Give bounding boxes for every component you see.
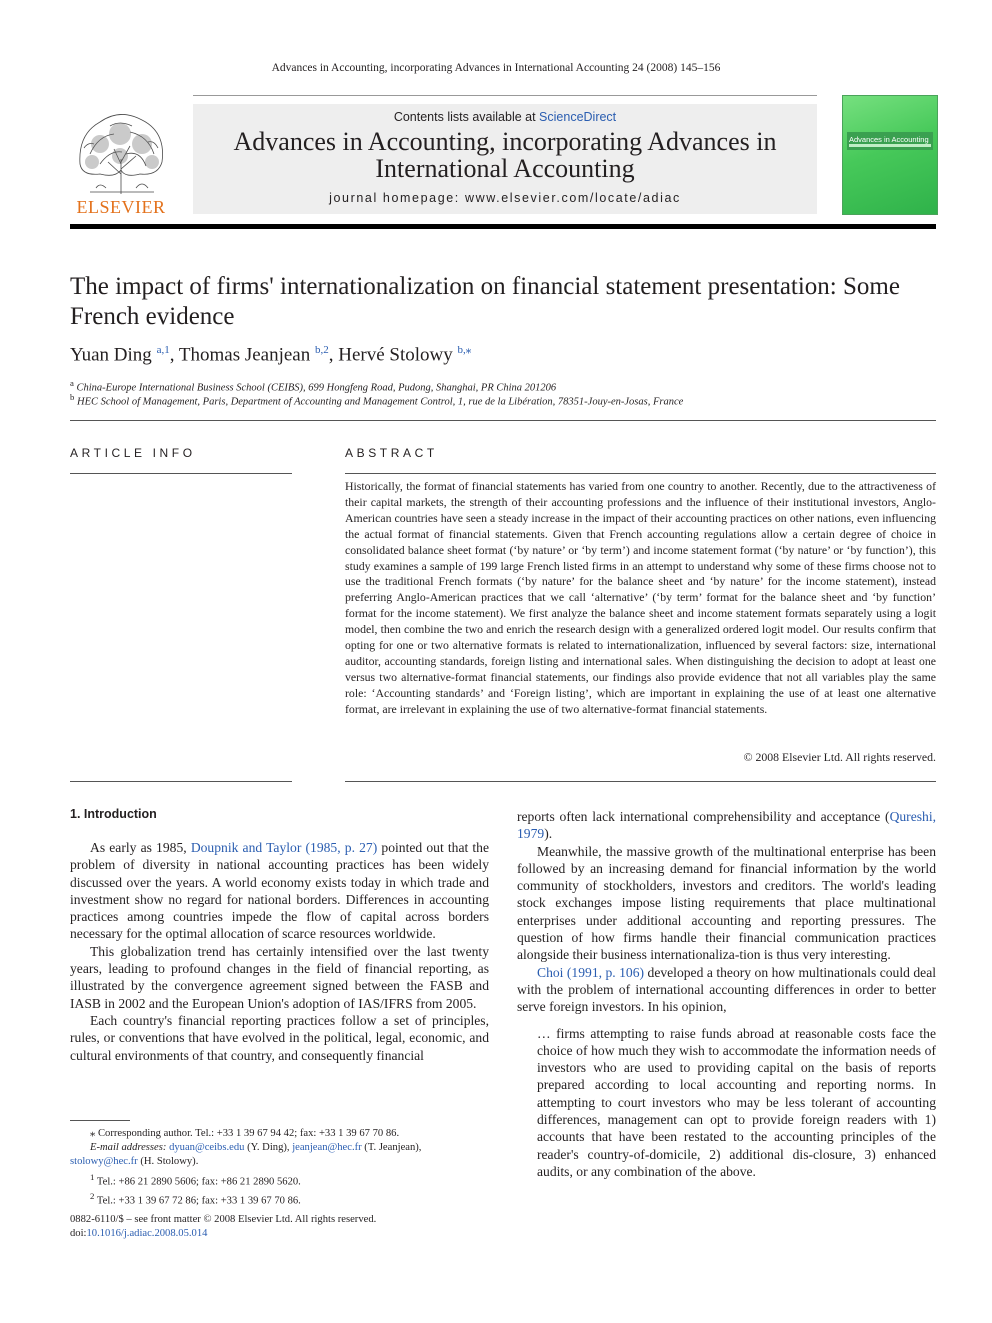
article-info-label: ARTICLE INFO xyxy=(70,446,196,460)
footnote-emails-cont xyxy=(70,1155,489,1169)
email-link[interactable]: stolowy@hec.fr xyxy=(70,1156,138,1168)
masthead-thick-rule xyxy=(70,224,936,229)
email-owner: (Y. Ding), xyxy=(244,1142,293,1154)
paragraph-text: pointed out that the problem of diversity in national accounting practices has been widely discussed over the years. A world economy exists today in which trade and investment show no regard for national borders. Differences in accounting practices among countries impede the flow of capital across borders necessary for the optimal allocation of scarce resources worldwide. xyxy=(70,840,490,942)
running-head: Advances in Accounting, incorporating Advances in International Accounting 24 (2008) 145–156 xyxy=(271,62,721,74)
issn-line: 0882-6110/$ – see front matter © 2008 Elsevier Ltd. All rights reserved. xyxy=(70,1214,377,1225)
body-column-left xyxy=(70,839,489,1064)
footnote-text: Corresponding author. Tel.: +33 1 39 67 94 42; fax: +33 1 39 67 70 86. xyxy=(97,1128,400,1139)
body-column-right xyxy=(517,808,936,1180)
author-name: Hervé Stolowy xyxy=(338,344,453,366)
email-link[interactable]: jeanjean@hec.fr xyxy=(292,1142,362,1154)
email-owner: (H. Stolowy). xyxy=(137,1156,199,1168)
block-quote: … firms attempting to raise funds abroad at reasonable costs face the choice of how much they wish to accommodate the information needs of investors who are used to providing capital on the basis of reports prepared according to local accounting and reporting norms. In attempting to court investors who may be less tolerant of accounting differences, management can opt to provide foreign readers with 1) accounts that have been restated to the accounting principles of the reader's country-of-domicile, 2) additional dis-closure, 3) enhanced audits, or any combination of the above. xyxy=(537,1025,936,1179)
footnote-marker: 2 xyxy=(90,1191,95,1202)
article-info-rule-top xyxy=(70,473,292,474)
author-name: Thomas Jeanjean xyxy=(178,344,311,366)
paragraph xyxy=(70,839,489,943)
affiliation-text: China-Europe International Business School (CEIBS), 699 Hongfeng Road, Pudong, Shanghai, PR China 201206 xyxy=(76,382,557,394)
author-name: Yuan Ding xyxy=(70,344,152,366)
paragraph-text: ). xyxy=(544,826,553,842)
footnote-text: Tel.: +33 1 39 67 72 86; fax: +33 1 39 67 70 86. xyxy=(96,1195,301,1207)
affiliation-b xyxy=(70,392,936,408)
affiliation-key: a xyxy=(70,378,74,388)
affiliation-key: b xyxy=(70,392,75,402)
abstract-text: Historically, the format of financial statements has varied from one country to another. Recently, due to the attractiveness of their capital markets, the strength of their accounting professions and the influence of their institutional investors, Anglo-American countries have seen a steady increase in the impact of their accounting practices on other nations, even influencing the actual format of financial statements. Given that French accounting regulations allow a certain degree of choice in consolidated balance sheet format (‘by nature’ or ‘by term’) and income statement format (‘by nature’ or ‘by function’), this study examines a sample of 199 large French listed firms in an attempt to understand why some of these firms choose not to use the traditional French formats (‘by nature’ for the balance sheet and ‘by nature’ for the income statement), instead preferring Anglo-American practices that we call ‘alternative’ (‘by term’ format for the balance sheet and ‘by function’ format for the income statement). We first analyze the balance sheet and income statement formats separately using a logit model, then combine the two and enrich the research design with a generalized ordered logit model. Our results confirm that opting for one or two alternative formats is related to internationalization, influenced by several factors: size, international auditor, accounting standards, foreign listing and international sales. When distinguishing the decision to adopt at least one versus two alternative-format financial statements, our findings also provide evidence that not all variables play the same role: ‘Accounting standards’ and ‘Foreign listing’, which are important in explaining the use of at least one alternative format, are irrelevant in explaining the use of two alternative-format financial statements. xyxy=(345,479,936,716)
email-link[interactable]: dyuan@ceibs.edu xyxy=(169,1142,245,1154)
paragraph xyxy=(517,808,936,843)
homepage-label: journal homepage: xyxy=(329,191,465,205)
abstract-label: ABSTRACT xyxy=(345,446,438,460)
footnote-text: Tel.: +86 21 2890 5606; fax: +86 21 2890 5620. xyxy=(96,1176,301,1188)
paragraph: Meanwhile, the massive growth of the multinational enterprise has been followed by an increasing demand for financial information by the world community of stockholders, investors and creditors. The world's leading stock exchanges impose listing requirements that place multinational enterprises under additional accounting and reporting pressures. The question of how firms handle their financial communication practices alongside their business internationaliza-tion is thus very interesting. xyxy=(517,843,936,963)
doi-link[interactable]: 10.1016/j.adiac.2008.05.014 xyxy=(86,1228,208,1240)
journal-title xyxy=(193,128,817,182)
article-info-rule-bottom xyxy=(70,781,292,782)
front-matter xyxy=(70,1213,489,1241)
paragraph-text: developed a theory on how multinationals could deal with the problem of international accounting differences in order to better serve foreign investors. In his opinion, xyxy=(517,964,937,1015)
affiliation-text: HEC School of Management, Paris, Department of Accounting and Management Control, 1, rue de la Libération, 78351-Jouy-en-Josas, France xyxy=(77,396,684,408)
footnote-emails xyxy=(70,1141,489,1155)
journal-homepage xyxy=(193,191,817,205)
abstract-rule-bottom xyxy=(345,781,936,782)
footnote-marker: ⁎ xyxy=(90,1128,96,1139)
contents-prefix: Contents lists available at xyxy=(393,110,540,124)
footnote-corresponding xyxy=(70,1127,489,1141)
footnote-2 xyxy=(70,1189,489,1209)
homepage-url[interactable]: www.elsevier.com/locate/adiac xyxy=(464,191,681,205)
section-heading-introduction: 1. Introduction xyxy=(70,807,157,821)
author-affiliation-marker[interactable]: a,1 xyxy=(156,344,170,356)
journal-masthead xyxy=(193,104,817,214)
citation-link[interactable]: Qureshi, 1979 xyxy=(517,809,936,842)
citation-link[interactable]: Choi (1991, p. 106) xyxy=(537,964,645,980)
footnotes xyxy=(70,1127,489,1209)
author-affiliation-marker[interactable]: b,2 xyxy=(315,344,329,356)
author-list xyxy=(70,343,936,366)
contents-line xyxy=(193,110,817,124)
journal-title-line1: Advances in Accounting, incorporating Advances in xyxy=(233,127,777,156)
article-title: The impact of firms' internationalization on financial statement presentation: Some French evidence xyxy=(70,273,900,330)
paragraph-text: As early as 1985, xyxy=(90,840,191,855)
email-label: E-mail addresses: xyxy=(90,1142,170,1154)
paragraph xyxy=(517,964,936,1016)
cover-title: Advances in Accounting xyxy=(849,135,929,144)
abstract-rule-top xyxy=(345,473,936,474)
publisher-wordmark: ELSEVIER xyxy=(76,197,166,217)
abstract-copyright: © 2008 Elsevier Ltd. All rights reserved. xyxy=(743,750,936,764)
doi-line xyxy=(70,1227,489,1241)
cover-subtitle-bar xyxy=(849,144,931,147)
journal-cover-thumbnail xyxy=(842,95,938,215)
header-divider xyxy=(70,420,936,421)
author-separator: , xyxy=(328,344,339,366)
paragraph: This globalization trend has certainly intensified over the last twenty years, leading to profound changes in the field of financial reporting, as illustrated by the convergence agreement signed between the FASB and IASB in 2002 and the European Union's adoption of IAS/IFRS from 2005. xyxy=(70,943,489,1011)
author-affiliation-marker[interactable]: b,⁎ xyxy=(457,344,472,356)
author-separator: , xyxy=(169,344,179,366)
footnote-rule xyxy=(70,1120,130,1121)
masthead-rule xyxy=(193,95,817,96)
paragraph-text: reports often lack international comprehensibility and acceptance ( xyxy=(517,809,890,824)
sciencedirect-link[interactable]: ScienceDirect xyxy=(539,110,617,124)
email-owner: (T. Jeanjean), xyxy=(361,1142,422,1154)
journal-title-line2: International Accounting xyxy=(375,154,635,183)
paragraph: Each country's financial reporting practices follow a set of principles, rules, or conventions that have evolved in the political, legal, economic, and cultural environments of that country, and consequently financial xyxy=(70,1012,489,1063)
footnote-marker: 1 xyxy=(90,1171,95,1182)
doi-label: doi: xyxy=(70,1228,87,1240)
footnote-1 xyxy=(70,1170,489,1190)
citation-link[interactable]: Doupnik and Taylor (1985, p. 27) xyxy=(190,840,378,855)
